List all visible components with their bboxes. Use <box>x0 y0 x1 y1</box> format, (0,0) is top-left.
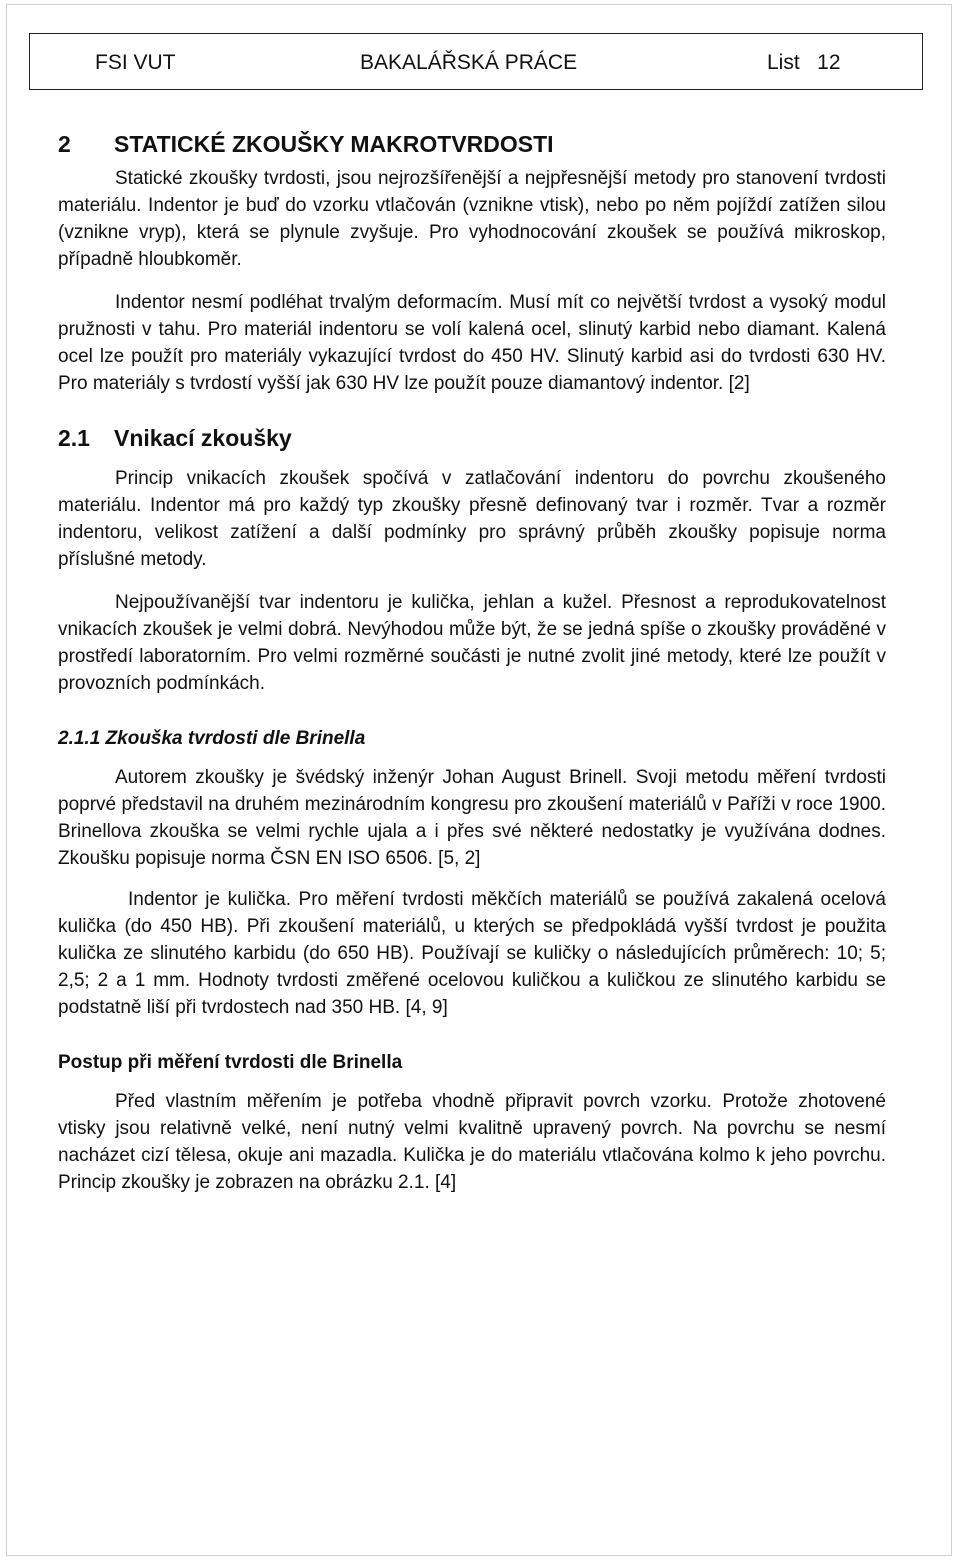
section-number: 2 <box>58 131 71 157</box>
page-header <box>29 33 923 90</box>
page-body <box>58 129 886 1204</box>
paragraph: Před vlastním měřením je potřeba vhodně připravit povrch vzorku. Protože zhotovené vtisky jsou relativně velké, není nutný velmi kvalitně upravený povrch. Na povrchu se nesmí nacházet cizí tělesa, okuje ani mazadla. Kulička je do materiálu vtlačována kolmo k jeho povrchu. Princip zkoušky je zobrazen na obrázku 2.1. [4] <box>58 1091 886 1193</box>
subsubsection-heading: 2.1.1 Zkouška tvrdosti dle Brinella <box>58 728 366 749</box>
paragraph: Nejpoužívanější tvar indentoru je kulička, jehlan a kužel. Přesnost a reprodukovatelnost vnikacích zkoušek je velmi dobrá. Nevýhodou může být, že se jedná spíše o zkoušky prováděné v prostředí laboratorním. Pro velmi rozměrné součásti je nutné zvolit jiné metody, které lze použít v provozních podmínkách. <box>58 592 886 694</box>
header-faculty: FSI VUT <box>95 51 176 74</box>
section-title: STATICKÉ ZKOUŠKY MAKROTVRDOSTI <box>114 131 554 157</box>
paragraph: Statické zkoušky tvrdosti, jsou nejrozšířenější a nejpřesnější metody pro stanovení tvrdosti materiálu. Indentor je buď do vzorku vtlačován (vznikne vtisk), nebo po něm pojíždí zatížen silou (vznikne vryp), která se plynule zvyšuje. Pro vyhodnocování zkoušek se používá mikroskop, případně hloubkoměr. <box>58 168 886 270</box>
header-document-type: BAKALÁŘSKÁ PRÁCE <box>360 51 578 74</box>
section-heading <box>58 129 886 159</box>
procedure-heading: Postup při měření tvrdosti dle Brinella <box>58 1052 403 1073</box>
header-page-number: List 12 <box>767 51 841 74</box>
subsection-title: Vnikací zkoušky <box>114 425 292 451</box>
paragraph: Princip vnikacích zkoušek spočívá v zatlačování indentoru do povrchu zkoušeného materiálu. Indentor má pro každý typ zkoušky přesně definovaný tvar i rozměr. Tvar a rozměr indentoru, velikost zatížení a další podmínky pro správný průběh zkoušky popisuje norma příslušné metody. <box>58 468 886 570</box>
paragraph: Autorem zkoušky je švédský inženýr Johan August Brinell. Svoji metodu měření tvrdosti poprvé představil na druhém mezinárodním kongresu pro zkoušení materiálů v Paříži v roce 1900. Brinellova zkouška se velmi rychle ujala a i přes své některé nedostatky je využívána dodnes. Zkoušku popisuje norma ČSN EN ISO 6506. [5, 2] <box>58 767 886 869</box>
subsection-number: 2.1 <box>58 425 90 451</box>
paragraph: Indentor je kulička. Pro měření tvrdosti měkčích materiálů se používá zakalená ocelová kulička (do 450 HB). Při zkoušení materiálů, u kterých se předpokládá vyšší tvrdost je použita kulička ze slinutého karbidu (do 650 HB). Používají se kuličky o následujících průměrech: 10; 5; 2,5; 2 a 1 mm. Hodnoty tvrdosti změřené ocelovou kuličkou a kuličkou ze slinutého karbidu se podstatně liší při tvrdostech nad 350 HB. [4, 9] <box>58 889 886 1018</box>
subsection-heading <box>58 423 886 453</box>
paragraph: Indentor nesmí podléhat trvalým deformacím. Musí mít co největší tvrdost a vysoký modul pružnosti v tahu. Pro materiál indentoru se volí kalená ocel, slinutý karbid nebo diamant. Kalená ocel lze použít pro materiály vykazující tvrdost do 450 HV. Slinutý karbid asi do tvrdosti 630 HV. Pro materiály s tvrdostí vyšší jak 630 HV lze použít pouze diamantový indentor. [2] <box>58 292 886 394</box>
